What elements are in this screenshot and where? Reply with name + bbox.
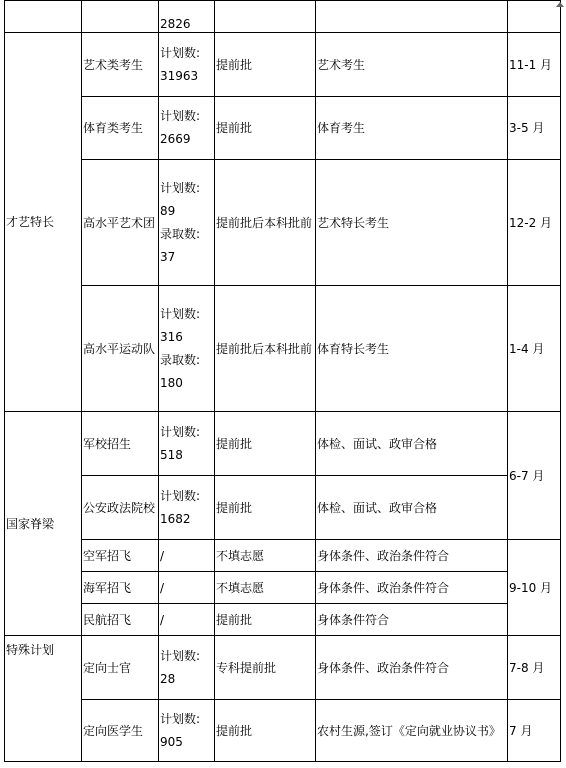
requirement: 身体条件、政治条件符合 bbox=[316, 540, 508, 572]
category-cell: 才艺特长 bbox=[5, 33, 82, 412]
batch: 提前批 bbox=[215, 97, 316, 160]
batch: 不填志愿 bbox=[215, 540, 316, 572]
plan-count: 计划数: 1682 bbox=[159, 476, 215, 540]
category-cell: 特殊计划 bbox=[5, 636, 82, 762]
table-row bbox=[5, 97, 561, 160]
plan-count: / bbox=[159, 540, 215, 572]
plan-count: 计划数: 905 bbox=[159, 700, 215, 762]
table-row bbox=[5, 540, 561, 572]
program-name: 高水平艺术团 bbox=[82, 160, 159, 286]
batch: 提前批 bbox=[215, 33, 316, 97]
program-name: 军校招生 bbox=[82, 412, 159, 476]
time: 6-7 月 bbox=[508, 412, 561, 540]
requirement: 身体条件符合 bbox=[316, 604, 508, 636]
program-name: 定向医学生 bbox=[82, 700, 159, 762]
cell bbox=[215, 1, 316, 33]
table-row bbox=[5, 1, 561, 33]
batch: 提前批后本科批前 bbox=[215, 160, 316, 286]
requirement: 农村生源,签订《定向就业协议书》 bbox=[316, 700, 508, 762]
requirement: 体检、面试、政审合格 bbox=[316, 412, 508, 476]
time: 1-4 月 bbox=[508, 286, 561, 412]
program-name: 空军招飞 bbox=[82, 540, 159, 572]
plan-count: / bbox=[159, 604, 215, 636]
table-row bbox=[5, 412, 561, 476]
time: 11-1 月 bbox=[508, 33, 561, 97]
plan-count: 计划数: 28 bbox=[159, 636, 215, 700]
requirement: 体检、面试、政审合格 bbox=[316, 476, 508, 540]
batch: 提前批 bbox=[215, 412, 316, 476]
time: 12-2 月 bbox=[508, 160, 561, 286]
requirement: 体育考生 bbox=[316, 97, 508, 160]
cell bbox=[82, 1, 159, 33]
program-name: 海军招飞 bbox=[82, 572, 159, 604]
category-cell: 国家脊梁 bbox=[5, 412, 82, 636]
program-name: 定向士官 bbox=[82, 636, 159, 700]
program-name: 体育类考生 bbox=[82, 97, 159, 160]
table-row bbox=[5, 572, 561, 604]
program-name: 民航招飞 bbox=[82, 604, 159, 636]
program-name: 高水平运动队 bbox=[82, 286, 159, 412]
table-row bbox=[5, 636, 561, 700]
plan-count: 计划数: 316 录取数: 180 bbox=[159, 286, 215, 412]
time: 7-8 月 bbox=[508, 636, 561, 700]
program-name: 公安政法院校 bbox=[82, 476, 159, 540]
plan-count: / bbox=[159, 572, 215, 604]
batch: 提前批 bbox=[215, 604, 316, 636]
cell bbox=[508, 1, 561, 33]
time: 3-5 月 bbox=[508, 97, 561, 160]
plan-count: 计划数: 89 录取数: 37 bbox=[159, 160, 215, 286]
batch: 专科提前批 bbox=[215, 636, 316, 700]
cell bbox=[5, 1, 82, 33]
table-row bbox=[5, 160, 561, 286]
requirement: 艺术特长考生 bbox=[316, 160, 508, 286]
requirement: 艺术考生 bbox=[316, 33, 508, 97]
table-row bbox=[5, 476, 561, 540]
batch: 提前批 bbox=[215, 476, 316, 540]
time: 7 月 bbox=[508, 700, 561, 762]
plan-count: 计划数: 2669 bbox=[159, 97, 215, 160]
batch: 提前批 bbox=[215, 700, 316, 762]
table-row bbox=[5, 33, 561, 97]
scroll-up-arrow-icon[interactable] bbox=[556, 2, 564, 7]
batch: 提前批后本科批前 bbox=[215, 286, 316, 412]
cell-count: 2826 bbox=[159, 1, 215, 33]
plan-count: 计划数: 518 bbox=[159, 412, 215, 476]
table-row bbox=[5, 604, 561, 636]
plan-count: 计划数: 31963 bbox=[159, 33, 215, 97]
requirement: 身体条件、政治条件符合 bbox=[316, 636, 508, 700]
program-name: 艺术类考生 bbox=[82, 33, 159, 97]
requirement: 体育特长考生 bbox=[316, 286, 508, 412]
cell bbox=[316, 1, 508, 33]
table-row bbox=[5, 286, 561, 412]
requirement: 身体条件、政治条件符合 bbox=[316, 572, 508, 604]
table-row bbox=[5, 700, 561, 762]
enrollment-table bbox=[4, 0, 561, 762]
time: 9-10 月 bbox=[508, 540, 561, 636]
batch: 不填志愿 bbox=[215, 572, 316, 604]
